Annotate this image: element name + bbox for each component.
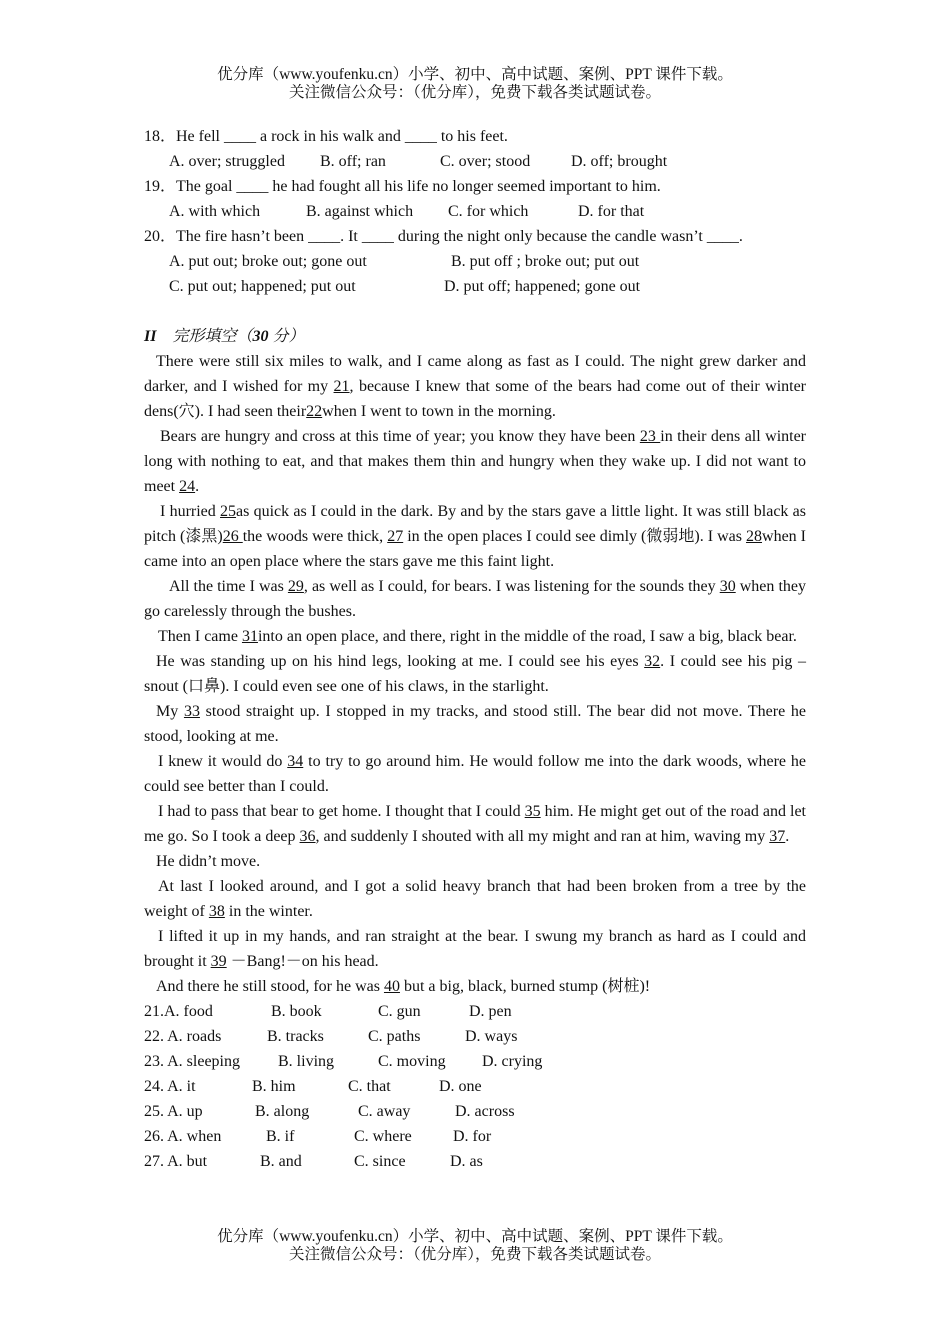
blank-36: 36 [299, 828, 316, 845]
option-b: B. off; ran [320, 153, 386, 170]
paragraph-11: At last I looked around, and I got a solid heavy branch that had been broken from a tree by the weight of 38 in the winter. [144, 878, 806, 920]
answer-options [144, 999, 806, 1174]
blank-25: 25 [220, 503, 237, 520]
question-19-stem: 19．The goal ____ he had fought all his life no longer seemed important to him. [144, 178, 661, 195]
blank-35: 35 [524, 803, 541, 820]
blank-29: 29 [287, 578, 304, 595]
answer-row-25: 25. A. up B. along C. away D. across [144, 1103, 515, 1120]
section-score: 30 [252, 328, 269, 345]
option-b: B. against which [306, 203, 414, 220]
footer-line-2: 关注微信公众号：（优分库），免费下载各类试题试卷。 [288, 1246, 661, 1263]
option-c: C. over; stood [440, 153, 531, 170]
answer-row-26: 26. A. when B. if C. where D. for [144, 1128, 492, 1145]
section-title: 完形填空（ [172, 328, 253, 345]
answer-row-24: 24. A. it B. him C. that D. one [144, 1078, 482, 1095]
option-d: D. put off; happened; gone out [444, 278, 641, 295]
paragraph-7: My 33 stood straight up. I stopped in my tracks, and stood still. The bear did not move. There he stood, looking at me. [144, 703, 806, 745]
section-heading [144, 324, 806, 349]
question-19-options [144, 199, 806, 224]
blank-30: 30 [719, 578, 736, 595]
paragraph-3: I hurried 25as quick as I could in the dark. By and by the stars gave a little light. It was still black as pitch (漆黑)26 the woods were thick, 27 in the open places I could see dimly (微弱地). I was 28when I came into an open place where the stars gave me this faint light. [144, 503, 807, 570]
question-18-options [144, 149, 806, 174]
paragraph-12: I lifted it up in my hands, and ran straight at the bear. I swung my branch as hard as I could and brought it 39 －Bang!－on his head. [144, 928, 806, 970]
section-numeral: II [144, 328, 157, 345]
question-18-stem: 18．He fell ____ a rock in his walk and ____ to his feet. [144, 128, 508, 145]
blank-line [144, 299, 806, 324]
header-line-1: 优分库（www.youfenku.cn）小学、初中、高中试题、案例、PPT 课件下载。 [217, 66, 733, 83]
answer-row-23: 23. A. sleeping B. living C. moving D. crying [144, 1053, 543, 1070]
answer-row-27: 27. A. but B. and C. since D. as [144, 1153, 483, 1170]
option-c: C. put out; happened; put out [169, 278, 356, 295]
blank-37: 37 [769, 828, 786, 845]
blank-32: 32 [644, 653, 661, 670]
paragraph-1: There were still six miles to walk, and I came along as fast as I could. The night grew darker and darker, and I wished for my 21, because I knew that some of the bears had come out of their winter dens(穴). I had seen their22when I went to town in the morning. [144, 353, 807, 420]
blank-34: 34 [287, 753, 304, 770]
section-suffix: 分） [268, 328, 305, 345]
page-content [144, 124, 806, 1174]
passage [144, 349, 806, 999]
footer-line-1: 优分库（www.youfenku.cn）小学、初中、高中试题、案例、PPT 课件下载。 [217, 1228, 733, 1245]
question-20-options-cd [144, 274, 806, 299]
option-c: C. for which [448, 203, 529, 220]
option-d: D. for that [578, 203, 645, 220]
blank-31: 31 [241, 628, 258, 645]
question-20-options-ab [144, 249, 806, 274]
blank-28: 28 [746, 528, 763, 545]
blank-21: 21 [333, 378, 350, 395]
paragraph-5: Then I came 31into an open place, and there, right in the middle of the road, I saw a big, black bear. [158, 628, 797, 645]
paragraph-8: I knew it would do 34 to try to go around him. He would follow me into the dark woods, where he could see better than I could. [144, 753, 807, 795]
blank-23: 23 [639, 428, 661, 445]
option-d: D. off; brought [571, 153, 668, 170]
blank-38: 38 [208, 903, 225, 920]
option-b: B. put off ; broke out; put out [451, 253, 640, 270]
page-footer [0, 1228, 950, 1264]
page-header [0, 66, 950, 102]
option-a: A. over; struggled [169, 153, 285, 170]
paragraph-10: He didn’t move. [156, 853, 261, 870]
option-a: A. with which [169, 203, 261, 220]
paragraph-13: And there he still stood, for he was 40 but a big, black, burned stump (树桩)! [156, 978, 651, 995]
blank-40: 40 [383, 978, 400, 995]
answer-row-21: 21.A. food B. book C. gun D. pen [144, 1003, 512, 1020]
paragraph-2: Bears are hungry and cross at this time of year; you know they have been 23 in their dens all winter long with nothing to eat, and that makes them thin and hungry when they wake up. I did not want to meet 24. [144, 428, 807, 495]
blank-39: 39 [210, 953, 227, 970]
blank-33: 33 [183, 703, 200, 720]
blank-22: 22 [306, 403, 323, 420]
paragraph-4: All the time I was 29, as well as I could, for bears. I was listening for the sounds they 30 when they go carelessly through the bushes. [144, 578, 807, 620]
option-a: A. put out; broke out; gone out [169, 253, 367, 270]
blank-27: 27 [387, 528, 404, 545]
question-20-stem: 20．The fire hasn’t been ____. It ____ during the night only because the candle wasn’t ____. [144, 228, 743, 245]
answer-row-22: 22. A. roads B. tracks C. paths D. ways [144, 1028, 518, 1045]
blank-24: 24 [179, 478, 196, 495]
paragraph-6: He was standing up on his hind legs, looking at me. I could see his eyes 32. I could see his pig – snout (口鼻). I could even see one of his claws, in the starlight. [144, 653, 806, 695]
blank-26: 26 [222, 528, 243, 545]
paragraph-9: I had to pass that bear to get home. I thought that I could 35 him. He might get out of the road and let me go. So I took a deep 36, and suddenly I shouted with all my might and ran at him, waving my 37. [144, 803, 807, 845]
header-line-2: 关注微信公众号：（优分库），免费下载各类试题试卷。 [288, 84, 661, 101]
